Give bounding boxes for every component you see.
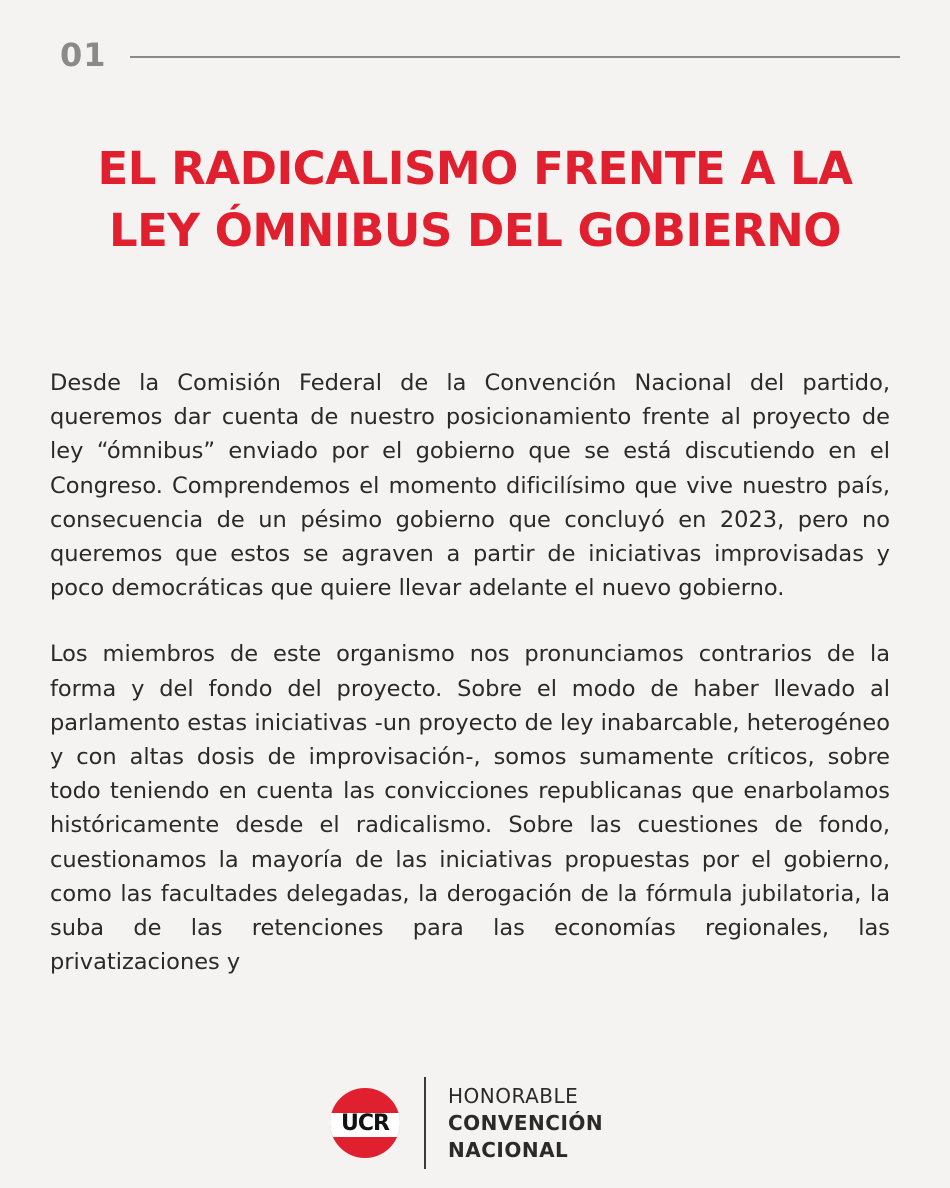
paragraph-1: Desde la Comisión Federal de la Convención Nacional del partido, queremos dar cuenta de nuestro posicionamiento frente al proyecto de ley “ómnibus” enviado por el gobierno que se está discutiendo en el Congreso. Comprendemos el momento dificilísimo que vive nuestro país, consecuencia de un pésimo gobierno que concluyó en 2023, pero no queremos que estos se agraven a partir de iniciativas improvisadas y poco democráticas que quiere llevar adelante el nuevo gobierno.	[50, 370, 890, 602]
ucr-logo	[330, 1088, 400, 1158]
footer	[330, 1078, 603, 1168]
title-line-1: EL RADICALISMO FRENTE A LA	[97, 142, 853, 195]
page-title	[40, 138, 910, 262]
logo-text: UCR	[341, 1111, 389, 1136]
body-text	[50, 366, 890, 979]
footer-org-name	[448, 1083, 603, 1164]
footer-divider	[424, 1077, 426, 1169]
paragraph-2: Los miembros de este organismo nos pronunciamos contrarios de la forma y del fondo del proyecto. Sobre el modo de haber llevado al parlamento estas iniciativas -un proyecto de ley inabarcable, heterogéneo y con altas dosis de improvisación-, somos sumamente críticos, sobre todo teniendo en cuenta las convicciones republicanas que enarbolamos históricamente desde el radicalismo. Sobre las cuestiones de fondo, cuestionamos la mayoría de las iniciativas propuestas por el gobierno, como las facultades delegadas, la derogación de la fórmula jubilatoria, la suba de las retenciones para las economías regionales, las privatizaciones y	[50, 641, 890, 976]
title-line-2: LEY ÓMNIBUS DEL GOBIERNO	[109, 204, 841, 257]
top-divider	[130, 56, 900, 58]
footer-line-2: CONVENCIÓN	[448, 1110, 604, 1135]
page-number: 01	[60, 36, 107, 74]
footer-line-1: HONORABLE	[448, 1083, 579, 1108]
footer-line-3: NACIONAL	[448, 1137, 569, 1162]
